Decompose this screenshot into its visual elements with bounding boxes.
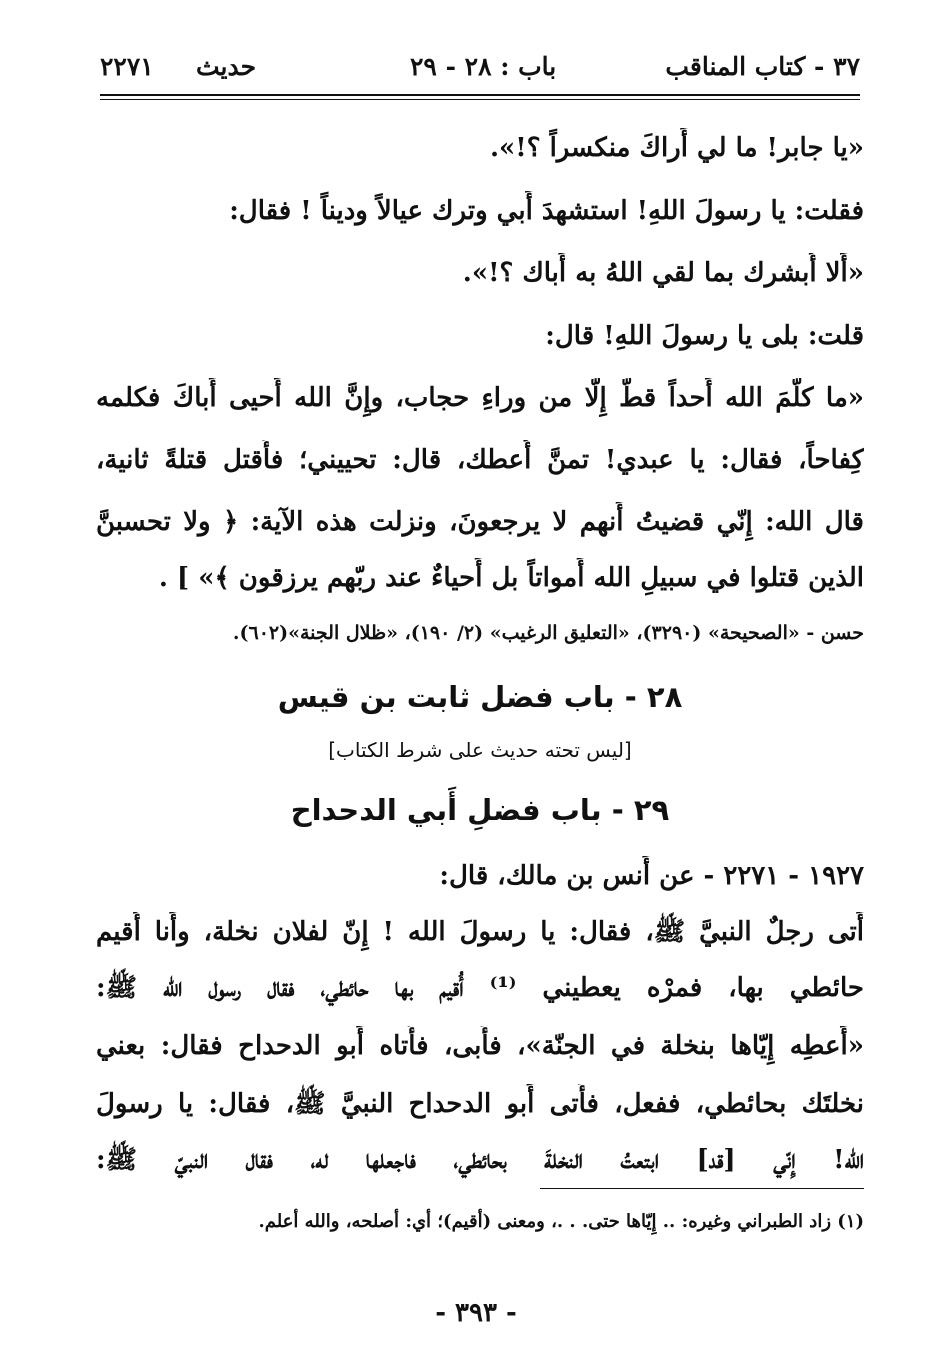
header-chapter-range: باب : ٢٨ - ٢٩ [410, 52, 557, 81]
text-line-6: كِفاحاً، فقال: يا عبدي! تمنَّ أُعطك، قال: تحييني؛ فأُقتل قتلةً ثانية، [96, 445, 864, 475]
text-line-3: «أَلا أُبشرك بما لقي اللهُ به أَباك ؟!». [462, 258, 864, 288]
footnote-rule [540, 1188, 864, 1189]
hadith-line-5: نخلتَك بحائطي، ففعل، فأَتى أَبو الدحداح النبيَّ ﷺ، فقال: يا رسولَ [96, 1089, 864, 1119]
header-book-title: ٣٧ - كتاب المناقب [665, 52, 860, 81]
hadith-line-1: ١٩٢٧ - ٢٢٧١ - عن أَنس بن مالك، قال: [439, 861, 864, 891]
section-29-title: ٢٩ - باب فضلِ أَبي الدحداح [290, 793, 670, 827]
hadith-line-3: حائطي بها، فمرْه يعطيني ⁽¹⁾ أُقيم بها حائطي، فقال رسول الله ﷺ: [96, 973, 864, 1003]
section-28-note: [ليس تحته حديث على شرط الكتاب] [328, 738, 632, 762]
hadith-line-4: «أَعطِه إِيّاها بنخلة في الجنّة»، فأَبى، فأَتاه أَبو الدحداح فقال: بعني [96, 1031, 864, 1061]
header-hadith-label: حديث [196, 52, 257, 81]
hadith-line-2: أَتى رجلٌ النبيَّ ﷺ، فقال: يا رسولَ الله ! إِنّ لفلان نخلة، وأَنا أُقيم [96, 917, 864, 947]
hadith-line-6: الله! إِنّي [قد] ابتعتُ النخلةَ بحائطي، فاجعلها له، فقال النبيّ ﷺ: [96, 1145, 864, 1175]
text-line-5: «ما كلّمَ الله أَحداً قطّ إِلّا من وراءِ حجاب، وإِنَّ الله أَحيى أَباكَ فكلمه [96, 383, 864, 413]
footnote: (١) زاد الطبراني وغيره: .. إِيّاها حتى. . .، ومعنى (أقيم)؛ أي: أصلحه، والله أعلم. [258, 1211, 864, 1232]
header-rule-thick [100, 94, 860, 96]
text-line-2: فقلت: يا رسولَ اللهِ! استشهدَ أَبي وترك عيالاً وديناً ! فقال: [229, 196, 864, 226]
header-rule-thin [100, 99, 860, 100]
text-line-7: قال الله: إِنّي قضيتُ أَنهم لا يرجعونَ، ونزلت هذه الآية: ﴿ ولا تحسبنَّ [96, 507, 864, 537]
header-hadith-number: ٢٢٧١ [100, 52, 154, 81]
text-line-8: الذين قتلوا في سبيلِ الله أَمواتاً بل أَحياءٌ عند ربّهم يرزقون ﴾» ] . [158, 563, 864, 593]
text-line-4: قلت: بلى يا رسولَ اللهِ! قال: [545, 321, 864, 351]
page-number: - ٣٩٣ - [435, 1298, 517, 1328]
grading-note: حسن - «الصحيحة» (٣٢٩٠)، «التعليق الرغيب» (٢/ ١٩٠)، «ظلال الجنة»(٦٠٢). [232, 622, 864, 644]
text-line-1: «يا جابر! ما لي أَراكَ منكسراً ؟!». [490, 133, 864, 163]
section-28-title: ٢٨ - باب فضل ثابت بن قيس [277, 680, 683, 714]
